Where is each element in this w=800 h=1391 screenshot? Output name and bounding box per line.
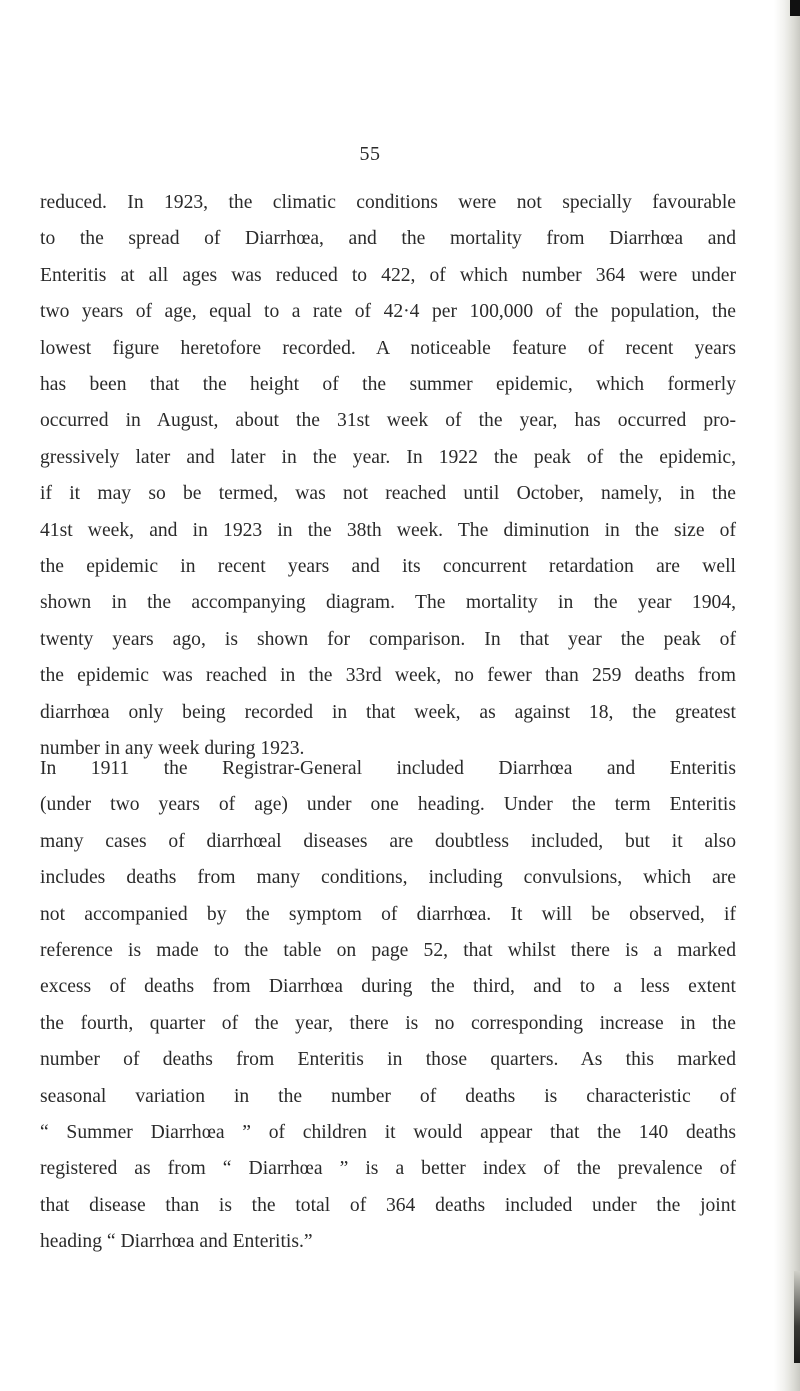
text-line: 41st week, and in 1923 in the 38th week. The diminution in the size of — [40, 519, 736, 541]
text-line: In 1911 the Registrar-General included Diarrhœa and Enteritis — [40, 758, 736, 779]
text-line: has been that the height of the summer epidemic, which formerly — [40, 374, 736, 396]
text-line: number in any week during 1923. — [40, 738, 305, 760]
text-line: (under two years of age) under one heading. Under the term Enteritis — [40, 794, 736, 816]
text-line: that disease than is the total of 364 deaths included under the joint — [40, 1194, 736, 1216]
text-line: occurred in August, about the 31st week of the year, has occurred pro- — [40, 410, 736, 432]
text-line: reference is made to the table on page 52, that whilst there is a marked — [40, 940, 736, 962]
text-line: number of deaths from Enteritis in those quarters. As this marked — [40, 1049, 736, 1071]
text-line: heading “ Diarrhœa and Enteritis.” — [40, 1231, 313, 1253]
text-line: Enteritis at all ages was reduced to 422, of which number 364 were under — [40, 264, 736, 286]
text-line: the epidemic was reached in the 33rd week, no fewer than 259 deaths from — [40, 665, 736, 687]
text-line: to the spread of Diarrhœa, and the mortality from Diarrhœa and — [40, 228, 736, 250]
text-line: diarrhœa only being recorded in that week, as against 18, the greatest — [40, 701, 736, 723]
text-line: two years of age, equal to a rate of 42·4 per 100,000 of the population, the — [40, 301, 736, 323]
text-line: gressively later and later in the year. In 1922 the peak of the epidemic, — [40, 446, 736, 468]
text-line: the fourth, quarter of the year, there is no corresponding increase in the — [40, 1012, 736, 1034]
text-line: seasonal variation in the number of deaths is characteristic of — [40, 1085, 736, 1107]
paragraph-1 — [40, 185, 736, 768]
text-line: registered as from “ Diarrhœa ” is a better index of the prevalence of — [40, 1158, 736, 1180]
page-number: 55 — [359, 143, 381, 165]
paragraph-2 — [40, 751, 736, 1261]
text-line: “ Summer Diarrhœa ” of children it would appear that the 140 deaths — [40, 1122, 736, 1144]
text-line: if it may so be termed, was not reached until October, namely, in the — [40, 483, 736, 505]
text-line: many cases of diarrhœal diseases are doubtless included, but it also — [40, 830, 736, 852]
text-line: shown in the accompanying diagram. The mortality in the year 1904, — [40, 592, 736, 614]
scan-corner-mark — [790, 0, 800, 16]
text-line: the epidemic in recent years and its concurrent retardation are well — [40, 556, 736, 578]
text-line: reduced. In 1923, the climatic conditions were not specially favourable — [40, 192, 736, 213]
text-line: lowest figure heretofore recorded. A noticeable feature of recent years — [40, 337, 736, 359]
scan-edge-mark — [794, 1271, 800, 1363]
text-line: includes deaths from many conditions, including convulsions, which are — [40, 867, 736, 889]
text-line: twenty years ago, is shown for comparison. In that year the peak of — [40, 628, 736, 650]
binding-shadow — [774, 0, 800, 1391]
text-line: excess of deaths from Diarrhœa during the third, and to a less extent — [40, 976, 736, 998]
text-line: not accompanied by the symptom of diarrhœa. It will be observed, if — [40, 903, 736, 925]
